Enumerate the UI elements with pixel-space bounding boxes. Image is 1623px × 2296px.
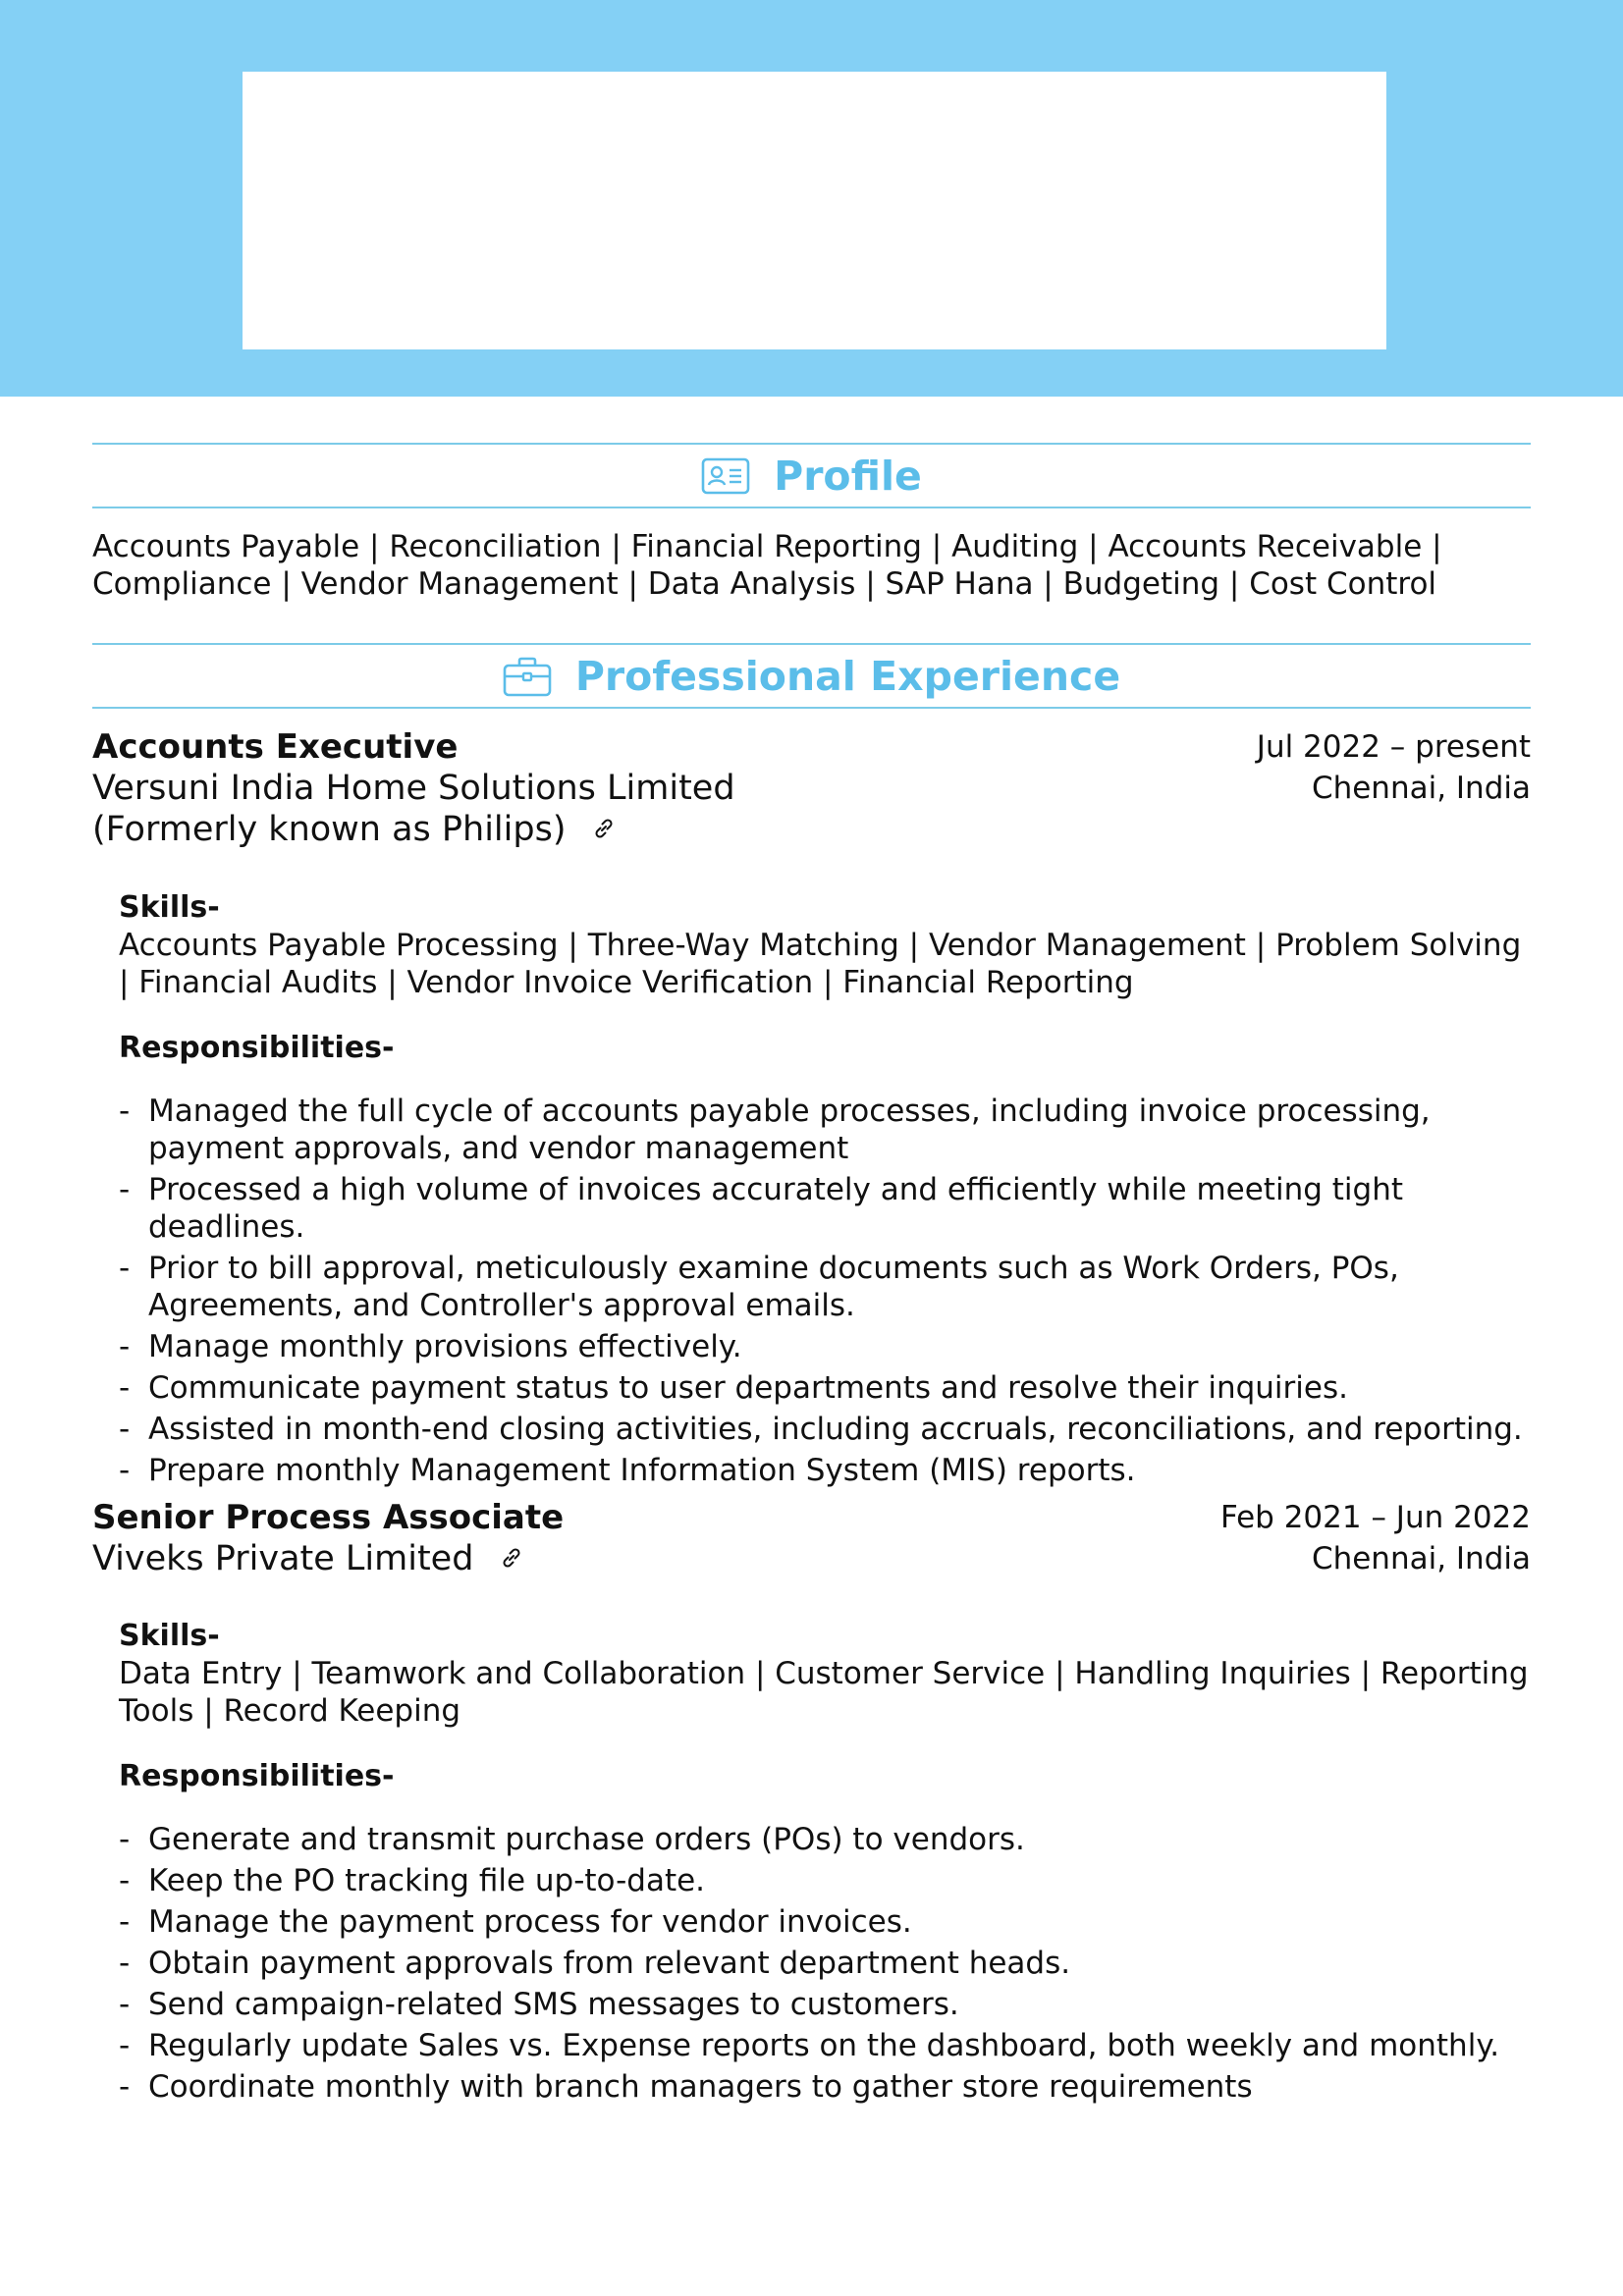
list-item: - Regularly update Sales vs. Expense reports on the dashboard, both weekly and monthly. (119, 2027, 1531, 2064)
job-entry (92, 1497, 1531, 2106)
job-company: Versuni India Home Solutions Limited (92, 769, 735, 808)
list-item: - Managed the full cycle of accounts payable processes, including invoice processing, payment approvals, and vendor management (119, 1093, 1531, 1167)
job-title: Accounts Executive (92, 727, 459, 767)
profile-section-header (92, 443, 1531, 508)
responsibilities-list (119, 1821, 1531, 2106)
list-item: - Obtain payment approvals from relevant department heads. (119, 1945, 1531, 1982)
link-icon[interactable] (499, 1539, 524, 1580)
list-item: - Prior to bill approval, meticulously examine documents such as Work Orders, POs, Agreements, and Controller's approval emails. (119, 1250, 1531, 1324)
responsibilities-list (119, 1093, 1531, 1489)
job-body (119, 1618, 1531, 2106)
list-item: - Keep the PO tracking file up-to-date. (119, 1862, 1531, 1899)
experience-section-header (92, 643, 1531, 709)
responsibilities-label: Responsibilities- (119, 1031, 395, 1065)
job-header (92, 726, 1531, 851)
list-item: - Coordinate monthly with branch managers to gather store requirements (119, 2068, 1531, 2106)
responsibilities-label: Responsibilities- (119, 1759, 395, 1793)
job-company-name: Viveks Private Limited (92, 1539, 474, 1578)
job-company-note (92, 809, 735, 851)
list-item: - Send campaign-related SMS messages to customers. (119, 1986, 1531, 2023)
list-item: - Generate and transmit purchase orders (POs) to vendors. (119, 1821, 1531, 1858)
briefcase-icon (503, 656, 552, 697)
job-header (92, 1497, 1531, 1580)
skills-list: Data Entry | Teamwork and Collaboration | Customer Service | Handling Inquiries | Reporting Tools | Record Keeping (119, 1656, 1529, 1729)
link-icon[interactable] (591, 810, 617, 851)
list-item: - Prepare monthly Management Information System (MIS) reports. (119, 1452, 1531, 1489)
list-item: - Processed a high volume of invoices accurately and efficiently while meeting tight deadlines. (119, 1171, 1531, 1246)
job-dates: Feb 2021 – Jun 2022 (1219, 1500, 1531, 1535)
experience-title: Professional Experience (574, 652, 1121, 700)
job-body (119, 889, 1531, 1489)
job-location: Chennai, India (1311, 1541, 1531, 1576)
skills-label: Skills- (119, 890, 220, 925)
job-dates: Jul 2022 – present (1256, 729, 1531, 765)
profile-title: Profile (774, 452, 922, 500)
profile-summary: Accounts Payable | Reconciliation | Financial Reporting | Auditing | Accounts Receivable | Compliance | Vendor Management | Data Analysis | SAP Hana | Budgeting | Cost Control (92, 529, 1442, 602)
resume-content (92, 443, 1531, 2109)
skills-list: Accounts Payable Processing | Three-Way Matching | Vendor Management | Problem Solving | Financial Audits | Vendor Invoice Verification | Financial Reporting (119, 928, 1522, 1000)
profile-card-icon (701, 456, 750, 496)
header-name-box (243, 72, 1386, 349)
job-title: Senior Process Associate (92, 1498, 565, 1537)
skills-label: Skills- (119, 1619, 220, 1653)
job-entry (92, 726, 1531, 1489)
list-item: - Manage the payment process for vendor invoices. (119, 1903, 1531, 1941)
list-item: - Manage monthly provisions effectively. (119, 1328, 1531, 1365)
job-location: Chennai, India (1311, 771, 1531, 806)
job-company-former: (Formerly known as Philips) (92, 810, 567, 849)
list-item: - Assisted in month-end closing activities, including accruals, reconciliations, and reporting. (119, 1411, 1531, 1448)
list-item: - Communicate payment status to user departments and resolve their inquiries. (119, 1369, 1531, 1407)
job-company (92, 1538, 564, 1580)
